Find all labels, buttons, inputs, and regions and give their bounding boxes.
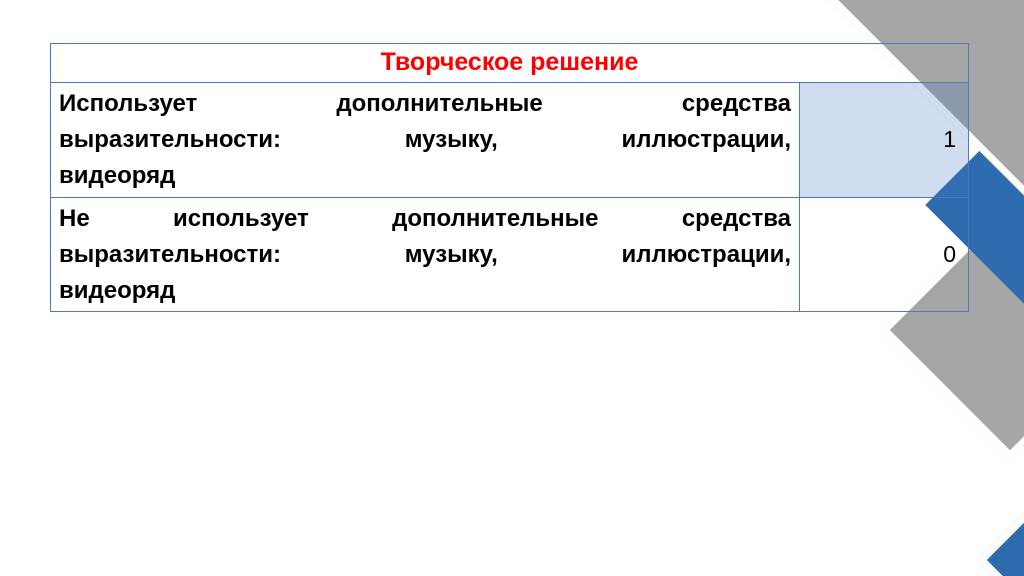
- score-cell: [799, 83, 968, 197]
- table-row: [51, 198, 968, 311]
- table-header-row: [51, 44, 968, 83]
- table-row: [51, 83, 968, 198]
- score-cell: [799, 198, 968, 311]
- criterion-text: Не использует дополнительные средства выразительности: музыку, иллюстрации, видеоряд: [59, 204, 791, 304]
- criterion-text: Использует дополнительные средства выразительности: музыку, иллюстрации, видеоряд: [59, 89, 791, 189]
- score-value: 0: [943, 240, 956, 267]
- score-value: 1: [943, 126, 956, 153]
- table-title: Творческое решение: [380, 48, 639, 77]
- blue-corner-shape: [977, 447, 1024, 576]
- criteria-table: [50, 43, 969, 312]
